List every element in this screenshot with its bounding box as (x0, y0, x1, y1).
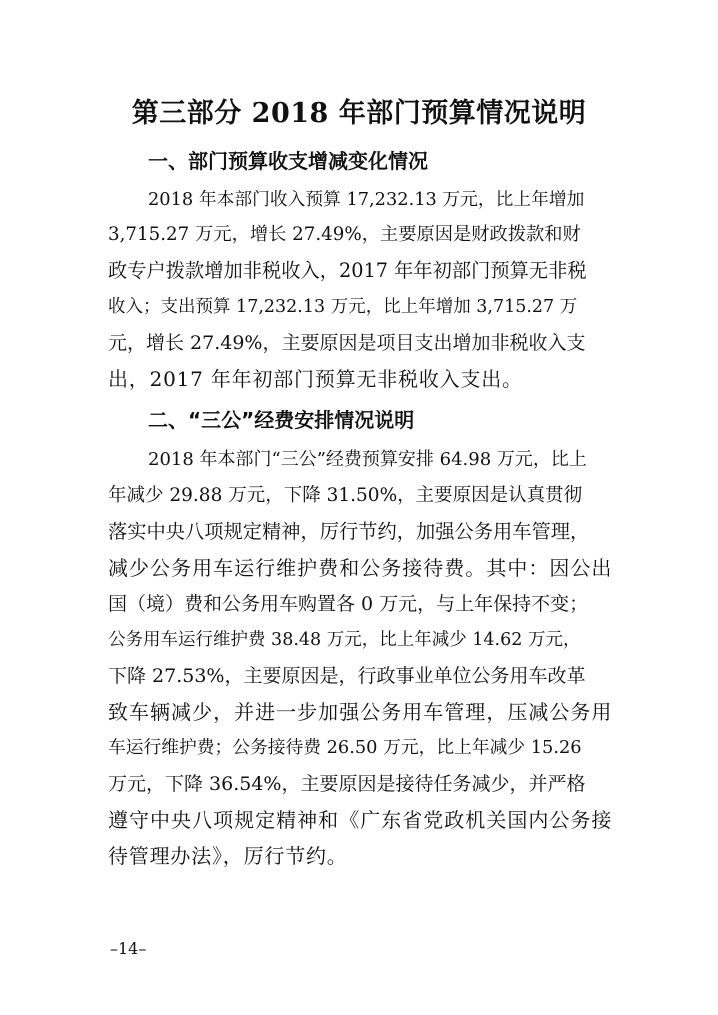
paragraph-line: 万元，下降 36.54%，主要原因是接待任务减少，并严格 (108, 773, 586, 795)
paragraph-line: 下降 27.53%，主要原因是，行政事业单位公务用车改革 (108, 665, 586, 687)
paragraph-line: 落实中央八项规定精神，厉行节约，加强公务用车管理， (108, 520, 590, 543)
paragraph-line: 车运行维护费；公务接待费 26.50 万元，比上年减少 15.26 (108, 738, 582, 758)
paragraph-line: 公务用车运行维护费 38.48 万元，比上年减少 14.62 万元， (108, 630, 581, 650)
paragraph-line: 出，2017 年年初部门预算无非税收入支出。 (108, 367, 523, 391)
page-title: 第三部分 2018 年部门预算情况说明 (131, 98, 587, 129)
paragraph-line: 政专户拨款增加非税收入，2017 年年初部门预算无非税 (108, 259, 587, 282)
paragraph-line: 2018 年本部门“三公”经费预算安排 64.98 万元，比上 (148, 449, 587, 470)
paragraph-line: 3,715.27 万元，增长 27.49%，主要原因是财政拨款和财 (108, 224, 581, 245)
paragraph-line: 遵守中央八项规定精神和《广东省党政机关国内公务接 (108, 808, 613, 832)
paragraph-line: 2018 年本部门收入预算 17,232.13 万元，比上年增加 (148, 190, 585, 210)
paragraph-line: 收入；支出预算 17,232.13 万元，比上年增加 3,715.27 万 (108, 297, 578, 317)
paragraph-line: 减少公务用车运行维护费和公务接待费。其中：因公出 (108, 556, 613, 580)
section-heading-budget-changes: 一、部门预算收支增减变化情况 (148, 149, 428, 173)
section-heading-three-public-expenses: 二、“三公”经费安排情况说明 (148, 408, 415, 432)
paragraph-line: 待管理办法》，厉行节约。 (108, 844, 348, 868)
paragraph-line: 致车辆减少，并进一步加强公务用车管理，压减公务用 (108, 700, 613, 724)
page-number: –14– (110, 939, 147, 958)
paragraph-line: 年减少 29.88 万元，下降 31.50%，主要原因是认真贯彻 (108, 485, 583, 506)
paragraph-line: 国（境）费和公务用车购置各 0 万元，与上年保持不变； (108, 593, 589, 615)
paragraph-line: 元，增长 27.49%，主要原因是项目支出增加非税收入支 (108, 332, 586, 354)
